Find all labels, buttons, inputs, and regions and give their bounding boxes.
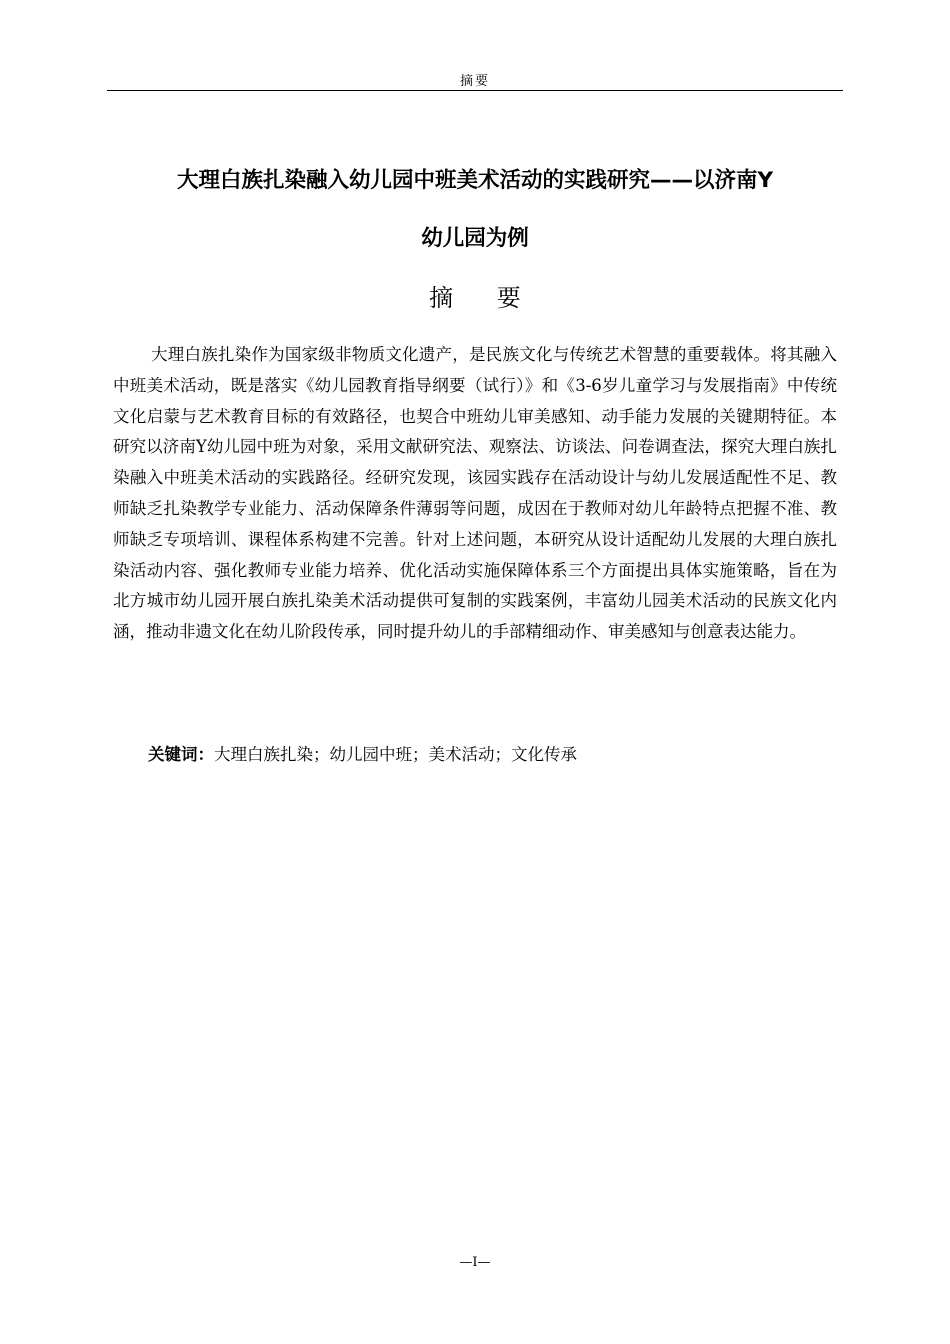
abstract-body: 大理白族扎染作为国家级非物质文化遗产，是民族文化与传统艺术智慧的重要载体。将其融入中班美术活动，既是落实《幼儿园教育指导纲要（试行）》和《3-6岁儿童学习与发展指南》中传统文化启蒙与艺术教育目标的有效路径，也契合中班幼儿审美感知、动手能力发展的关键期特征。本研究以济南Y幼儿园中班为对象，采用文献研究法、观察法、访谈法、问卷调查法，探究大理白族扎染融入中班美术活动的实践路径。经研究发现，该园实践存在活动设计与幼儿发展适配性不足、教师缺乏扎染教学专业能力、活动保障条件薄弱等问题，成因在于教师对幼儿年龄特点把握不准、教师缺乏专项培训、课程体系构建不完善。针对上述问题，本研究从设计适配幼儿发展的大理白族扎染活动内容、强化教师专业能力培养、优化活动实施保障体系三个方面提出具体实施策略，旨在为北方城市幼儿园开展白族扎染美术活动提供可复制的实践案例，丰富幼儿园美术活动的民族文化内涵，推动非遗文化在幼儿阶段传承，同时提升幼儿的手部精细动作、审美感知与创意表达能力。: [113, 345, 837, 642]
abstract-heading: 摘 要: [429, 284, 539, 312]
running-header: 摘要: [459, 74, 490, 89]
page-number: —I—: [459, 1255, 491, 1270]
keywords-label: 关键词：: [148, 745, 214, 764]
keywords-value: 大理白族扎染；幼儿园中班；美术活动；文化传承: [214, 745, 577, 764]
header-divider: [107, 90, 843, 91]
thesis-title-line-1: 大理白族扎染融入幼儿园中班美术活动的实践研究——以济南Y: [176, 168, 774, 193]
thesis-title: [107, 152, 843, 268]
thesis-title-line-2: 幼儿园为例: [421, 226, 529, 251]
keywords-line: [148, 740, 577, 770]
